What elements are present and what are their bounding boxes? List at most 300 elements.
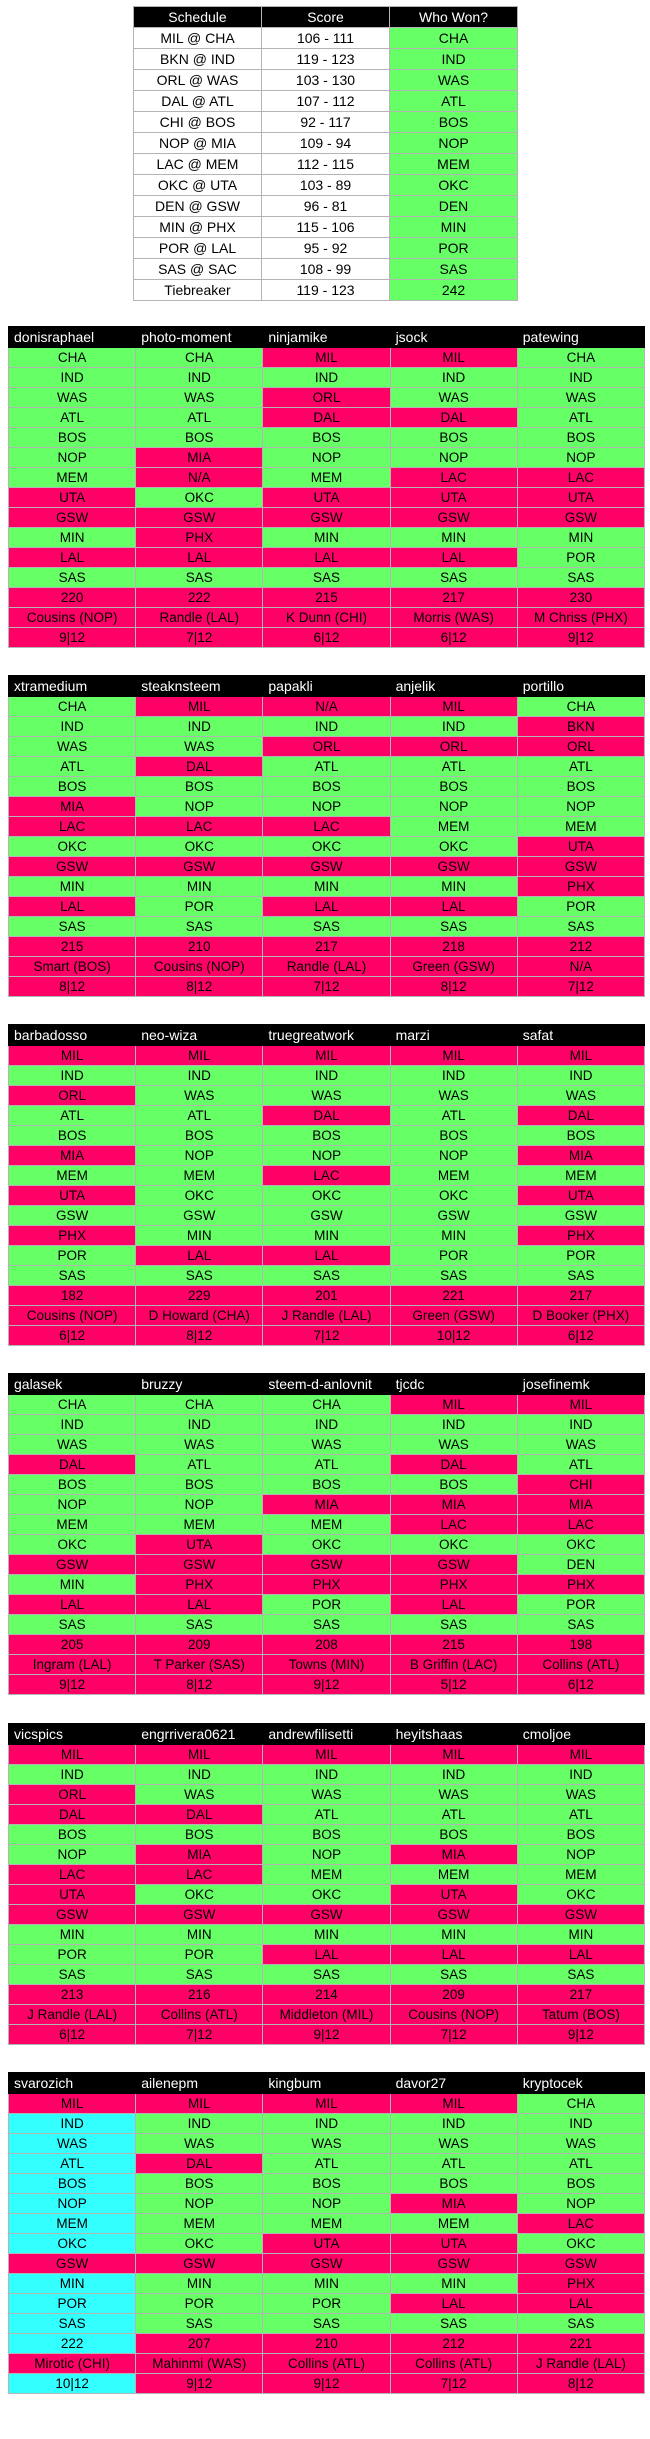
pick-cell: WAS (136, 1785, 263, 1805)
winner-cell: SAS (390, 259, 518, 280)
pick-cell: MIL (9, 2094, 136, 2114)
tiebreaker-cell: 201 (263, 1286, 390, 1306)
player-pick-row (9, 1306, 645, 1326)
pick-cell: MIL (390, 1745, 517, 1765)
pick-cell: IND (9, 717, 136, 737)
pick-group-table (8, 1373, 645, 1695)
pick-cell: BOS (517, 1825, 644, 1845)
pick-cell: NOP (517, 1845, 644, 1865)
pick-cell: LAL (9, 548, 136, 568)
player-name: galasek (9, 1374, 136, 1395)
pick-cell: UTA (517, 837, 644, 857)
pick-cell: NOP (263, 2194, 390, 2214)
pick-cell: GSW (263, 508, 390, 528)
pick-cell: CHA (136, 348, 263, 368)
pick-cell: IND (263, 368, 390, 388)
player-pick-cell: Mahinmi (WAS) (136, 2354, 263, 2374)
pick-cell: IND (263, 1415, 390, 1435)
pick-cell: MIN (9, 528, 136, 548)
pick-row (9, 1475, 645, 1495)
pick-cell: NOP (263, 1146, 390, 1166)
pick-row (9, 1495, 645, 1515)
pick-cell: DAL (136, 2154, 263, 2174)
pick-cell: NOP (9, 1845, 136, 1865)
player-name: cmoljoe (517, 1724, 644, 1745)
pick-cell: SAS (517, 1965, 644, 1985)
pick-cell: MIA (136, 448, 263, 468)
pick-cell: BOS (263, 1825, 390, 1845)
game-cell: DAL @ ATL (134, 91, 262, 112)
pick-cell: PHX (136, 1575, 263, 1595)
record-cell: 9|12 (263, 2374, 390, 2394)
schedule-header: Schedule (134, 7, 262, 28)
pick-row (9, 528, 645, 548)
player-pick-cell: Collins (ATL) (136, 2005, 263, 2025)
pick-cell: POR (263, 2294, 390, 2314)
pick-cell: MIA (517, 1495, 644, 1515)
pick-row (9, 2134, 645, 2154)
pick-cell: BOS (9, 428, 136, 448)
pick-row (9, 697, 645, 717)
player-name: vicspics (9, 1724, 136, 1745)
player-pick-cell: Collins (ATL) (390, 2354, 517, 2374)
player-name: bruzzy (136, 1374, 263, 1395)
pick-row (9, 1745, 645, 1765)
pick-cell: MIA (9, 1146, 136, 1166)
player-header-row (9, 1724, 645, 1745)
pick-cell: IND (390, 1415, 517, 1435)
pick-cell: GSW (517, 1206, 644, 1226)
pick-cell: IND (517, 1066, 644, 1086)
player-pick-cell: Smart (BOS) (9, 957, 136, 977)
pick-cell: ORL (263, 388, 390, 408)
pick-cell: LAL (263, 897, 390, 917)
record-cell: 7|12 (136, 2025, 263, 2045)
pick-cell: BOS (517, 2174, 644, 2194)
pick-cell: POR (517, 1595, 644, 1615)
player-name: marzi (390, 1025, 517, 1046)
player-name: josefinemk (517, 1374, 644, 1395)
pick-row (9, 1845, 645, 1865)
pick-cell: IND (136, 1066, 263, 1086)
pick-row (9, 1186, 645, 1206)
pick-cell: ORL (9, 1785, 136, 1805)
pick-cell: OKC (263, 837, 390, 857)
winner-cell: CHA (390, 28, 518, 49)
pick-cell: MEM (9, 1515, 136, 1535)
game-cell: SAS @ SAC (134, 259, 262, 280)
player-name: kingbum (263, 2073, 390, 2094)
record-cell: 8|12 (9, 977, 136, 997)
player-name: portillo (517, 676, 644, 697)
player-pick-cell: Morris (WAS) (390, 608, 517, 628)
pick-cell: SAS (517, 917, 644, 937)
player-name: patewing (517, 327, 644, 348)
player-pick-row (9, 2354, 645, 2374)
game-cell: MIN @ PHX (134, 217, 262, 238)
pick-cell: MIL (390, 2094, 517, 2114)
pick-cell: NOP (136, 2194, 263, 2214)
score-cell: 92 - 117 (262, 112, 390, 133)
pick-cell: MIN (9, 2274, 136, 2294)
pick-row (9, 1206, 645, 1226)
player-name: davor27 (390, 2073, 517, 2094)
pick-cell: NOP (263, 448, 390, 468)
pick-row (9, 1046, 645, 1066)
pick-row (9, 508, 645, 528)
tiebreaker-cell: 214 (263, 1985, 390, 2005)
pick-cell: MIL (517, 1046, 644, 1066)
record-cell: 5|12 (390, 1675, 517, 1695)
player-pick-cell: J Randle (LAL) (9, 2005, 136, 2025)
pick-cell: MIN (136, 1226, 263, 1246)
pick-row (9, 1925, 645, 1945)
pick-cell: POR (9, 2294, 136, 2314)
pick-cell: ORL (517, 737, 644, 757)
pick-cell: WAS (9, 737, 136, 757)
pick-cell: MEM (263, 468, 390, 488)
schedule-row (134, 49, 518, 70)
pick-cell: ATL (136, 1455, 263, 1475)
pick-cell: SAS (9, 1266, 136, 1286)
player-name: ninjamike (263, 327, 390, 348)
tiebreaker-cell: 182 (9, 1286, 136, 1306)
pick-cell: MIN (390, 877, 517, 897)
pick-cell: LAL (390, 2294, 517, 2314)
game-cell: POR @ LAL (134, 238, 262, 259)
pick-row (9, 717, 645, 737)
schedule-row (134, 259, 518, 280)
tiebreaker-cell: 209 (390, 1985, 517, 2005)
pick-cell: MIN (9, 877, 136, 897)
pick-cell: LAL (517, 1945, 644, 1965)
pick-cell: BOS (136, 428, 263, 448)
pick-cell: MIN (136, 2274, 263, 2294)
tiebreaker-cell: 210 (263, 2334, 390, 2354)
pick-cell: OKC (390, 837, 517, 857)
record-cell: 6|12 (263, 628, 390, 648)
winner-cell: OKC (390, 175, 518, 196)
player-pick-cell: Green (GSW) (390, 957, 517, 977)
tiebreaker-row (9, 1635, 645, 1655)
pick-row (9, 1615, 645, 1635)
pick-cell: UTA (263, 2234, 390, 2254)
winner-cell: IND (390, 49, 518, 70)
pick-cell: WAS (390, 1785, 517, 1805)
pick-row (9, 797, 645, 817)
pick-cell: UTA (517, 488, 644, 508)
record-cell: 6|12 (390, 628, 517, 648)
pick-cell: GSW (390, 857, 517, 877)
pick-cell: GSW (9, 508, 136, 528)
pick-cell: DAL (9, 1455, 136, 1475)
pick-cell: PHX (263, 1575, 390, 1595)
tiebreaker-cell: 215 (390, 1635, 517, 1655)
pick-row (9, 2214, 645, 2234)
pick-cell: OKC (136, 1885, 263, 1905)
pick-cell: SAS (517, 1266, 644, 1286)
pick-cell: MIN (517, 1925, 644, 1945)
tiebreaker-cell: 220 (9, 588, 136, 608)
pick-cell: POR (136, 1945, 263, 1965)
pick-cell: POR (136, 2294, 263, 2314)
tiebreaker-cell: 217 (517, 1985, 644, 2005)
pick-cell: MIN (390, 528, 517, 548)
pick-cell: OKC (9, 837, 136, 857)
pick-row (9, 388, 645, 408)
game-cell: DEN @ GSW (134, 196, 262, 217)
pick-cell: SAS (9, 2314, 136, 2334)
pick-cell: WAS (136, 388, 263, 408)
pick-cell: MIA (390, 1845, 517, 1865)
player-pick-cell: Green (GSW) (390, 1306, 517, 1326)
pick-cell: GSW (136, 857, 263, 877)
pick-cell: LAC (263, 817, 390, 837)
pick-row (9, 737, 645, 757)
pick-cell: ATL (263, 1805, 390, 1825)
pick-row (9, 428, 645, 448)
pick-cell: MIL (263, 1745, 390, 1765)
pick-row (9, 2194, 645, 2214)
player-pick-cell: J Randle (LAL) (263, 1306, 390, 1326)
game-cell: MIL @ CHA (134, 28, 262, 49)
pick-cell: LAC (390, 468, 517, 488)
pick-cell: BOS (136, 1475, 263, 1495)
pick-cell: WAS (390, 388, 517, 408)
pick-cell: SAS (390, 917, 517, 937)
pick-cell: BOS (263, 1126, 390, 1146)
pick-cell: GSW (136, 1555, 263, 1575)
pick-row (9, 548, 645, 568)
pick-cell: NOP (263, 1845, 390, 1865)
pick-cell: PHX (9, 1226, 136, 1246)
pick-cell: SAS (263, 568, 390, 588)
pick-cell: CHA (9, 1395, 136, 1415)
pick-cell: OKC (263, 1186, 390, 1206)
player-name: steaknsteem (136, 676, 263, 697)
pick-cell: MEM (390, 2214, 517, 2234)
pick-cell: IND (136, 2114, 263, 2134)
pick-cell: GSW (517, 857, 644, 877)
pick-cell: IND (9, 1765, 136, 1785)
pick-cell: NOP (390, 797, 517, 817)
pick-cell: NOP (136, 1146, 263, 1166)
schedule-row (134, 70, 518, 91)
pick-cell: WAS (136, 2134, 263, 2154)
pick-cell: DAL (263, 408, 390, 428)
schedule-table (133, 6, 518, 301)
pick-group-table (8, 675, 645, 997)
pick-cell: MIL (136, 697, 263, 717)
schedule-row (134, 280, 518, 301)
pick-cell: WAS (390, 1435, 517, 1455)
player-name: donisraphael (9, 327, 136, 348)
pick-cell: BOS (136, 1825, 263, 1845)
pick-row (9, 857, 645, 877)
score-cell: 96 - 81 (262, 196, 390, 217)
pick-cell: SAS (390, 568, 517, 588)
pick-cell: GSW (136, 2254, 263, 2274)
player-pick-row (9, 2005, 645, 2025)
pick-cell: LAC (517, 468, 644, 488)
pick-cell: MIN (9, 1925, 136, 1945)
pick-cell: ATL (517, 1805, 644, 1825)
pick-cell: MIA (136, 1845, 263, 1865)
pick-cell: ORL (9, 1086, 136, 1106)
pick-cell: BOS (390, 777, 517, 797)
record-cell: 7|12 (390, 2374, 517, 2394)
schedule-row (134, 238, 518, 259)
player-pick-cell: Randle (LAL) (263, 957, 390, 977)
pick-cell: UTA (9, 488, 136, 508)
player-pick-cell: Cousins (NOP) (390, 2005, 517, 2025)
pick-row (9, 2294, 645, 2314)
pick-row (9, 1226, 645, 1246)
player-name: steem-d-anlovnit (263, 1374, 390, 1395)
record-cell: 6|12 (9, 2025, 136, 2045)
pick-cell: BOS (263, 1475, 390, 1495)
pick-cell: ATL (9, 757, 136, 777)
pick-cell: SAS (9, 568, 136, 588)
pick-cell: UTA (9, 1885, 136, 1905)
record-row (9, 2025, 645, 2045)
score-cell: 119 - 123 (262, 49, 390, 70)
player-pick-cell: M Chriss (PHX) (517, 608, 644, 628)
pick-cell: WAS (263, 1785, 390, 1805)
record-cell: 8|12 (136, 977, 263, 997)
pick-cell: GSW (9, 1555, 136, 1575)
pick-cell: GSW (390, 508, 517, 528)
pick-cell: MIA (263, 1495, 390, 1515)
pick-cell: MIA (390, 1495, 517, 1515)
pick-cell: LAL (136, 1595, 263, 1615)
pick-cell: N/A (263, 697, 390, 717)
score-cell: 103 - 130 (262, 70, 390, 91)
pick-cell: GSW (263, 857, 390, 877)
pick-cell: IND (517, 1765, 644, 1785)
record-cell: 9|12 (517, 2025, 644, 2045)
pick-cell: DAL (263, 1106, 390, 1126)
score-header: Score (262, 7, 390, 28)
pick-cell: POR (136, 897, 263, 917)
tiebreaker-cell: 212 (517, 937, 644, 957)
tiebreaker-cell: 213 (9, 1985, 136, 2005)
pick-cell: NOP (9, 2194, 136, 2214)
player-name: ailenepm (136, 2073, 263, 2094)
pick-row (9, 2094, 645, 2114)
pick-cell: SAS (9, 1615, 136, 1635)
pick-cell: CHA (9, 697, 136, 717)
record-cell: 9|12 (263, 2025, 390, 2045)
schedule-row (134, 91, 518, 112)
pick-row (9, 1066, 645, 1086)
tiebreaker-row (9, 588, 645, 608)
player-pick-cell: Cousins (NOP) (9, 608, 136, 628)
pick-cell: LAL (9, 1595, 136, 1615)
pick-row (9, 2314, 645, 2334)
pick-cell: IND (390, 1765, 517, 1785)
pick-cell: DAL (9, 1805, 136, 1825)
pick-cell: BKN (517, 717, 644, 737)
player-header-row (9, 1025, 645, 1046)
pick-cell: ATL (263, 757, 390, 777)
pick-row (9, 2114, 645, 2134)
pick-row (9, 1415, 645, 1435)
pick-row (9, 468, 645, 488)
pick-cell: BOS (390, 1825, 517, 1845)
player-header-row (9, 1374, 645, 1395)
pick-row (9, 1805, 645, 1825)
player-name: andrewfilisetti (263, 1724, 390, 1745)
pick-row (9, 897, 645, 917)
pick-cell: LAL (390, 1945, 517, 1965)
player-name: barbadosso (9, 1025, 136, 1046)
record-cell: 7|12 (263, 977, 390, 997)
player-pick-cell: J Randle (LAL) (517, 2354, 644, 2374)
pick-cell: LAL (390, 548, 517, 568)
pick-cell: BOS (136, 777, 263, 797)
pick-cell: IND (9, 368, 136, 388)
player-pick-cell: Randle (LAL) (136, 608, 263, 628)
pick-cell: MIN (136, 1925, 263, 1945)
pick-cell: PHX (136, 528, 263, 548)
pick-cell: WAS (9, 1435, 136, 1455)
pick-cell: MEM (390, 1865, 517, 1885)
pick-cell: IND (517, 2114, 644, 2134)
game-cell: NOP @ MIA (134, 133, 262, 154)
pick-cell: BOS (263, 428, 390, 448)
player-pick-cell: K Dunn (CHI) (263, 608, 390, 628)
pick-cell: LAC (9, 817, 136, 837)
tiebreaker-cell: 205 (9, 1635, 136, 1655)
pick-cell: GSW (9, 857, 136, 877)
pick-cell: LAL (517, 2294, 644, 2314)
pick-cell: MEM (517, 817, 644, 837)
pick-cell: MEM (9, 468, 136, 488)
pick-cell: OKC (390, 1186, 517, 1206)
pick-cell: WAS (390, 1086, 517, 1106)
pick-row (9, 817, 645, 837)
pick-cell: BOS (263, 2174, 390, 2194)
record-row (9, 1326, 645, 1346)
pick-cell: UTA (390, 2234, 517, 2254)
pick-cell: ATL (517, 757, 644, 777)
pick-cell: DAL (390, 1455, 517, 1475)
pick-cell: DAL (517, 1106, 644, 1126)
pick-row (9, 1905, 645, 1925)
pick-cell: OKC (517, 2234, 644, 2254)
pick-cell: MIL (136, 1046, 263, 1066)
tiebreaker-cell: 215 (263, 588, 390, 608)
tiebreaker-cell: 229 (136, 1286, 263, 1306)
pick-cell: IND (263, 717, 390, 737)
pick-row (9, 1865, 645, 1885)
pick-cell: MIN (517, 528, 644, 548)
record-row (9, 2374, 645, 2394)
pick-cell: MIL (517, 1395, 644, 1415)
pick-cell: POR (9, 1945, 136, 1965)
record-cell: 7|12 (390, 2025, 517, 2045)
player-name: jsock (390, 327, 517, 348)
pick-cell: CHA (517, 697, 644, 717)
pick-cell: MEM (136, 2214, 263, 2234)
player-name: svarozich (9, 2073, 136, 2094)
record-cell: 7|12 (263, 1326, 390, 1346)
pick-cell: SAS (390, 2314, 517, 2334)
pick-cell: MEM (136, 1166, 263, 1186)
pick-cell: IND (263, 2114, 390, 2134)
player-header-row (9, 676, 645, 697)
